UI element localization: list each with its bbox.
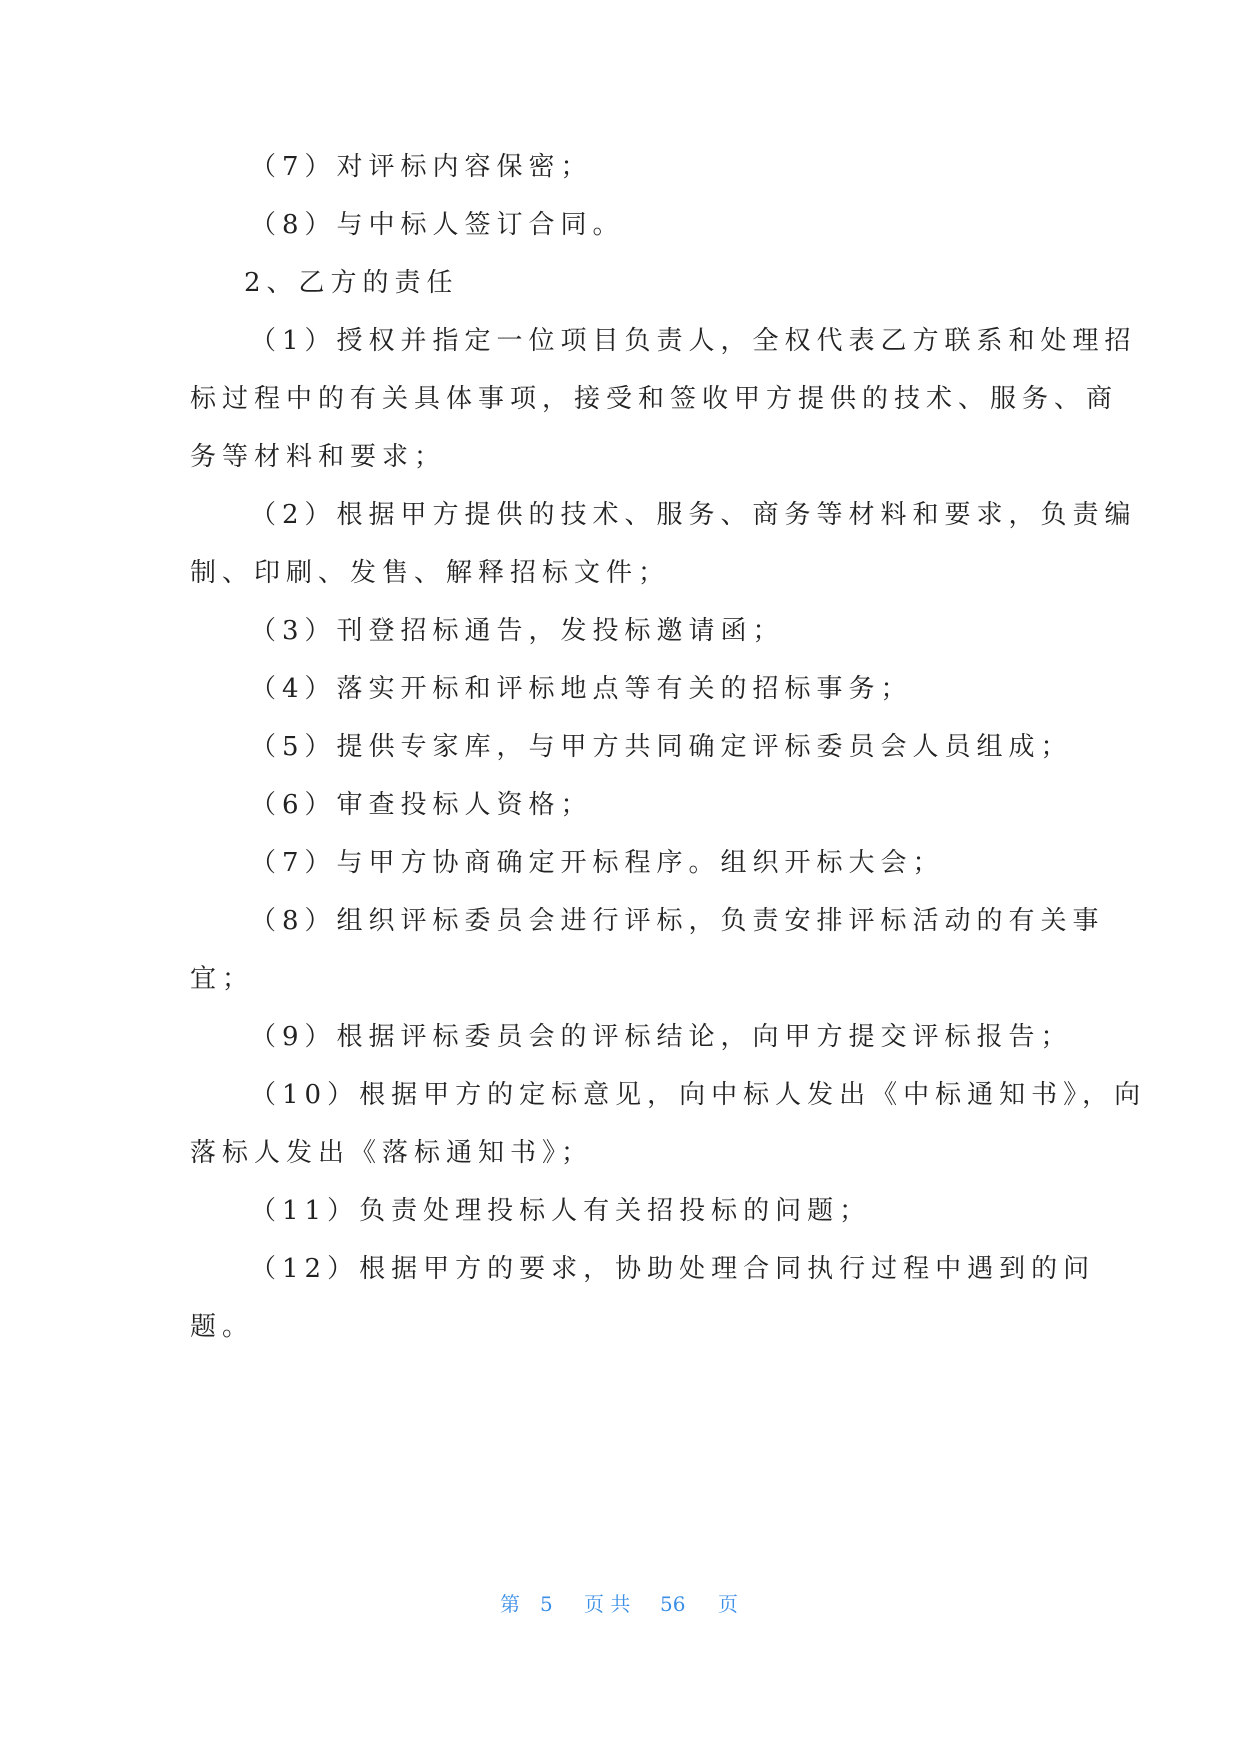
paragraph-line: 宜；	[190, 964, 255, 994]
paragraph-line: （3）刊登招标通告，发投标邀请函；	[250, 616, 785, 646]
footer-page-total: 56	[660, 1592, 686, 1616]
paragraph-line: 标过程中的有关具体事项，接受和签收甲方提供的技术、服务、商	[190, 384, 1119, 414]
paragraph-line: （5）提供专家库，与甲方共同确定评标委员会人员组成；	[250, 732, 1073, 762]
paragraph-line: 制、印刷、发售、解释招标文件；	[190, 558, 671, 588]
footer-label-ye-gong: 页 共	[584, 1592, 631, 1616]
paragraph-line: （2）根据甲方提供的技术、服务、商务等材料和要求，负责编	[250, 500, 1137, 530]
paragraph-line: （8）组织评标委员会进行评标，负责安排评标活动的有关事	[250, 906, 1105, 936]
paragraph-line: （1）授权并指定一位项目负责人，全权代表乙方联系和处理招	[250, 326, 1137, 356]
footer-label-ye: 页	[718, 1592, 738, 1616]
paragraph-line: 落标人发出《落标通知书》；	[190, 1138, 594, 1168]
paragraph-line: （6）审查投标人资格；	[250, 790, 593, 820]
paragraph-line: （11）负责处理投标人有关招投标的问题；	[250, 1196, 872, 1226]
paragraph-line: （4）落实开标和评标地点等有关的招标事务；	[250, 674, 913, 704]
paragraph-line: （9）根据评标委员会的评标结论，向甲方提交评标报告；	[250, 1022, 1073, 1052]
footer-label-di: 第	[500, 1592, 520, 1616]
paragraph-line: （8）与中标人签订合同。	[250, 210, 625, 240]
paragraph-line: 务等材料和要求；	[190, 442, 447, 472]
paragraph-line: （12）根据甲方的要求，协助处理合同执行过程中遇到的问	[250, 1254, 1096, 1284]
section-heading: 2、乙方的责任	[244, 268, 459, 298]
paragraph-line: （10）根据甲方的定标意见，向中标人发出《中标通知书》，向	[250, 1080, 1147, 1110]
paragraph-line: （7）对评标内容保密；	[250, 152, 593, 182]
paragraph-line: 题。	[190, 1312, 255, 1342]
footer-page-current: 5	[540, 1592, 553, 1616]
paragraph-line: （7）与甲方协商确定开标程序。组织开标大会；	[250, 848, 945, 878]
